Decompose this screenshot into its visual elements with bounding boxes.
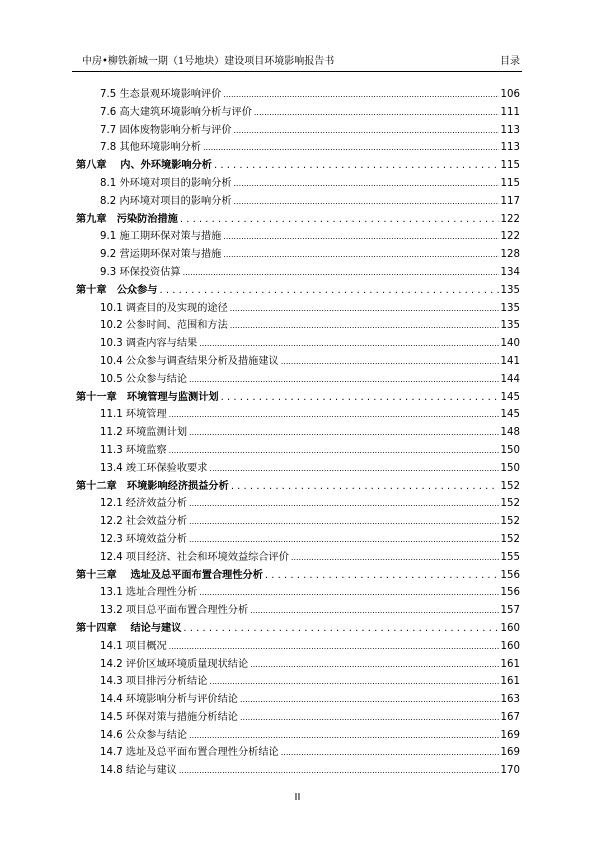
toc-entry-label: 第十章 公众参与 — [76, 284, 158, 296]
toc-dot-leader — [209, 673, 498, 691]
toc-entry-label: 10.2 公参时间、范围和方法 — [100, 320, 228, 332]
toc-entry-label: 第十一章 环境管理与监测计划 — [76, 391, 219, 403]
toc-entry-label: 14.8 结论与建议 — [100, 765, 177, 777]
toc-dot-leader — [180, 211, 499, 229]
toc-section-entry[interactable] — [76, 228, 520, 246]
toc-entry-label: 10.3 调查内容与结果 — [100, 338, 198, 350]
toc-entry-page: 148 — [500, 427, 520, 439]
toc-dot-leader — [223, 228, 498, 246]
toc-dot-leader — [169, 406, 499, 424]
toc-entry-page: 122 — [500, 213, 520, 225]
toc-section-entry[interactable] — [76, 300, 520, 318]
toc-entry-page: 152 — [500, 480, 520, 492]
toc-entry-label: 10.4 公众参与调查结果分析及措施建议 — [100, 355, 279, 367]
toc-entry-label: 14.6 公众参与结论 — [100, 729, 188, 741]
document-title: 中房•柳铁新城一期（1号地块）建设项目环境影响报告书 — [82, 56, 335, 67]
toc-entry-page: 113 — [500, 124, 520, 136]
toc-entry-label: 10.1 调查目的及实现的途径 — [100, 302, 228, 314]
toc-section-entry[interactable] — [76, 602, 520, 620]
toc-dot-leader — [265, 567, 499, 585]
toc-entry-page: 160 — [500, 640, 520, 652]
toc-entry-label: 10.5 公众参与结论 — [100, 373, 188, 385]
toc-entry-page: 156 — [500, 587, 520, 599]
toc-dot-leader — [230, 317, 499, 335]
toc-entry-page: 169 — [500, 729, 520, 741]
toc-dot-leader — [189, 424, 499, 442]
toc-dot-leader — [234, 122, 499, 140]
toc-chapter-entry[interactable] — [76, 478, 520, 496]
toc-entry-page: 117 — [500, 195, 520, 207]
toc-dot-leader — [240, 709, 499, 727]
toc-dot-leader — [231, 478, 499, 496]
toc-section-entry[interactable] — [76, 584, 520, 602]
toc-entry-label: 第十四章 结论与建议 — [76, 622, 182, 634]
toc-dot-leader — [281, 744, 499, 762]
toc-entry-label: 7.6 高大建筑环境影响分析与评价 — [100, 106, 252, 118]
toc-entry-page: 157 — [500, 605, 520, 617]
toc-entry-page: 144 — [500, 373, 520, 385]
toc-section-entry[interactable] — [76, 673, 520, 691]
toc-entry-page: 150 — [500, 462, 520, 474]
toc-entry-label: 第八章 内、外环境影响分析 — [76, 160, 212, 172]
toc-dot-leader — [203, 139, 499, 157]
toc-entry-page: 160 — [500, 622, 520, 634]
toc-dot-leader — [234, 193, 499, 211]
toc-dot-leader — [189, 727, 499, 745]
toc-section-entry[interactable] — [76, 638, 520, 656]
toc-entry-page: 135 — [500, 302, 520, 314]
toc-entry-label: 11.3 环境监察 — [100, 444, 167, 456]
toc-entry-label: 9.3 环保投资估算 — [100, 266, 181, 278]
toc-dot-leader — [214, 157, 499, 175]
toc-dot-leader — [223, 246, 498, 264]
toc-section-entry[interactable] — [76, 264, 520, 282]
toc-section-entry[interactable] — [76, 762, 520, 780]
toc-entry-label: 11.1 环境管理 — [100, 409, 167, 421]
toc-dot-leader — [189, 513, 499, 531]
toc-entry-label: 13.4 竣工环保验收要求 — [100, 462, 208, 474]
toc-entry-label: 14.3 项目排污分析结论 — [100, 676, 208, 688]
toc-section-entry[interactable] — [76, 442, 520, 460]
toc-entry-label: 9.1 施工期环保对策与措施 — [100, 231, 222, 243]
toc-dot-leader — [209, 460, 498, 478]
toc-entry-page: 141 — [500, 355, 520, 367]
toc-entry-page: 140 — [500, 338, 520, 350]
toc-dot-leader — [169, 638, 499, 656]
toc-entry-page: 115 — [500, 160, 520, 172]
toc-entry-page: 152 — [500, 533, 520, 545]
toc-entry-page: 155 — [500, 551, 520, 563]
toc-entry-page: 134 — [500, 266, 520, 278]
toc-entry-page: 115 — [500, 177, 520, 189]
toc-chapter-entry[interactable] — [76, 282, 520, 300]
toc-section-entry[interactable] — [76, 549, 520, 567]
toc-dot-leader — [230, 300, 499, 318]
toc-chapter-entry[interactable] — [76, 389, 520, 407]
toc-dot-leader — [199, 584, 498, 602]
toc-chapter-entry[interactable] — [76, 620, 520, 638]
toc-entry-page: 113 — [500, 142, 520, 154]
toc-entry-label: 第十二章 环境影响经济损益分析 — [76, 480, 229, 492]
toc-entry-label: 7.7 固体废物影响分析与评价 — [100, 124, 232, 136]
toc-chapter-entry[interactable] — [76, 567, 520, 585]
toc-section-entry[interactable] — [76, 371, 520, 389]
toc-section-entry[interactable] — [76, 246, 520, 264]
toc-dot-leader — [281, 353, 499, 371]
toc-entry-label: 11.2 环境监测计划 — [100, 427, 188, 439]
toc-section-entry[interactable] — [76, 460, 520, 478]
toc-entry-page: 161 — [500, 658, 520, 670]
toc-entry-page: 145 — [500, 391, 520, 403]
toc-section-entry[interactable] — [76, 193, 520, 211]
toc-entry-page: 161 — [500, 676, 520, 688]
toc-section-entry[interactable] — [76, 353, 520, 371]
toc-entry-page: 145 — [500, 409, 520, 421]
toc-dot-leader — [169, 442, 499, 460]
toc-section-entry[interactable] — [76, 691, 520, 709]
toc-section-entry[interactable] — [76, 531, 520, 549]
toc-chapter-entry[interactable] — [76, 211, 520, 229]
toc-dot-leader — [250, 656, 498, 674]
toc-entry-label: 第十三章 选址及总平面布置合理性分析 — [76, 569, 263, 581]
toc-entry-page: 169 — [500, 747, 520, 759]
toc-entry-page: 111 — [500, 106, 520, 118]
toc-entry-label: 14.7 选址及总平面布置合理性分析结论 — [100, 747, 279, 759]
toc-entry-label: 12.2 社会效益分析 — [100, 516, 188, 528]
toc-dot-leader — [179, 762, 499, 780]
toc-entry-page: 128 — [500, 249, 520, 261]
toc-dot-leader — [160, 282, 499, 300]
toc-entry-label: 8.2 内环境对项目的影响分析 — [100, 195, 232, 207]
toc-dot-leader — [221, 389, 499, 407]
toc-entry-page: 106 — [500, 89, 520, 100]
toc-dot-leader — [183, 620, 498, 638]
toc-entry-page: 156 — [500, 569, 520, 581]
section-name: 目录 — [500, 56, 520, 67]
toc-dot-leader — [240, 691, 499, 709]
toc-entry-page: 152 — [500, 498, 520, 510]
toc-dot-leader — [189, 531, 499, 549]
toc-entry-label: 13.2 项目总平面布置合理性分析 — [100, 605, 249, 617]
toc-entry-label: 12.4 项目经济、社会和环境效益综合评价 — [100, 551, 289, 563]
toc-section-entry[interactable] — [76, 424, 520, 442]
page-number: II — [294, 792, 301, 803]
toc-entry-page: 167 — [500, 711, 520, 723]
toc-entry-label: 12.1 经济效益分析 — [100, 498, 188, 510]
toc-section-entry[interactable] — [76, 86, 520, 104]
toc-entry-label: 14.2 评价区域环境质量现状结论 — [100, 658, 249, 670]
toc-section-entry[interactable] — [76, 406, 520, 424]
toc-entry-page: 152 — [500, 516, 520, 528]
toc-entry-page: 150 — [500, 444, 520, 456]
toc-dot-leader — [183, 264, 499, 282]
toc-entry-page: 170 — [500, 765, 520, 777]
toc-entry-label: 13.1 选址合理性分析 — [100, 587, 198, 599]
toc-entry-label: 9.2 营运期环保对策与措施 — [100, 249, 222, 261]
toc-entry-label: 14.5 环保对策与措施分析结论 — [100, 711, 238, 723]
toc-entry-label: 12.3 环境效益分析 — [100, 533, 188, 545]
toc-dot-leader — [254, 104, 499, 122]
toc-dot-leader — [291, 549, 499, 567]
page-header — [72, 55, 522, 72]
toc-section-entry[interactable] — [76, 139, 520, 157]
toc-section-entry[interactable] — [76, 727, 520, 745]
table-of-contents — [76, 86, 520, 780]
toc-section-entry[interactable] — [76, 495, 520, 513]
toc-section-entry[interactable] — [76, 744, 520, 762]
toc-section-entry[interactable] — [76, 122, 520, 140]
toc-dot-leader — [223, 86, 498, 104]
toc-dot-leader — [250, 602, 498, 620]
toc-section-entry[interactable] — [76, 317, 520, 335]
toc-entry-label: 第九章 污染防治措施 — [76, 213, 178, 225]
toc-entry-label: 7.5 生态景观环境影响评价 — [100, 89, 222, 100]
toc-chapter-entry[interactable] — [76, 157, 520, 175]
toc-entry-page: 135 — [500, 320, 520, 332]
toc-dot-leader — [189, 371, 499, 389]
toc-section-entry[interactable] — [76, 513, 520, 531]
toc-section-entry[interactable] — [76, 656, 520, 674]
toc-section-entry[interactable] — [76, 709, 520, 727]
toc-dot-leader — [199, 335, 498, 353]
toc-entry-label: 7.8 其他环境影响分析 — [100, 142, 201, 154]
toc-section-entry[interactable] — [76, 104, 520, 122]
toc-dot-leader — [234, 175, 499, 193]
toc-entry-page: 122 — [500, 231, 520, 243]
toc-dot-leader — [189, 495, 499, 513]
toc-section-entry[interactable] — [76, 335, 520, 353]
toc-entry-page: 135 — [500, 284, 520, 296]
toc-entry-label: 14.4 环境影响分析与评价结论 — [100, 694, 238, 706]
toc-entry-page: 163 — [500, 694, 520, 706]
toc-entry-label: 14.1 项目概况 — [100, 640, 167, 652]
toc-entry-label: 8.1 外环境对项目的影响分析 — [100, 177, 232, 189]
toc-section-entry[interactable] — [76, 175, 520, 193]
